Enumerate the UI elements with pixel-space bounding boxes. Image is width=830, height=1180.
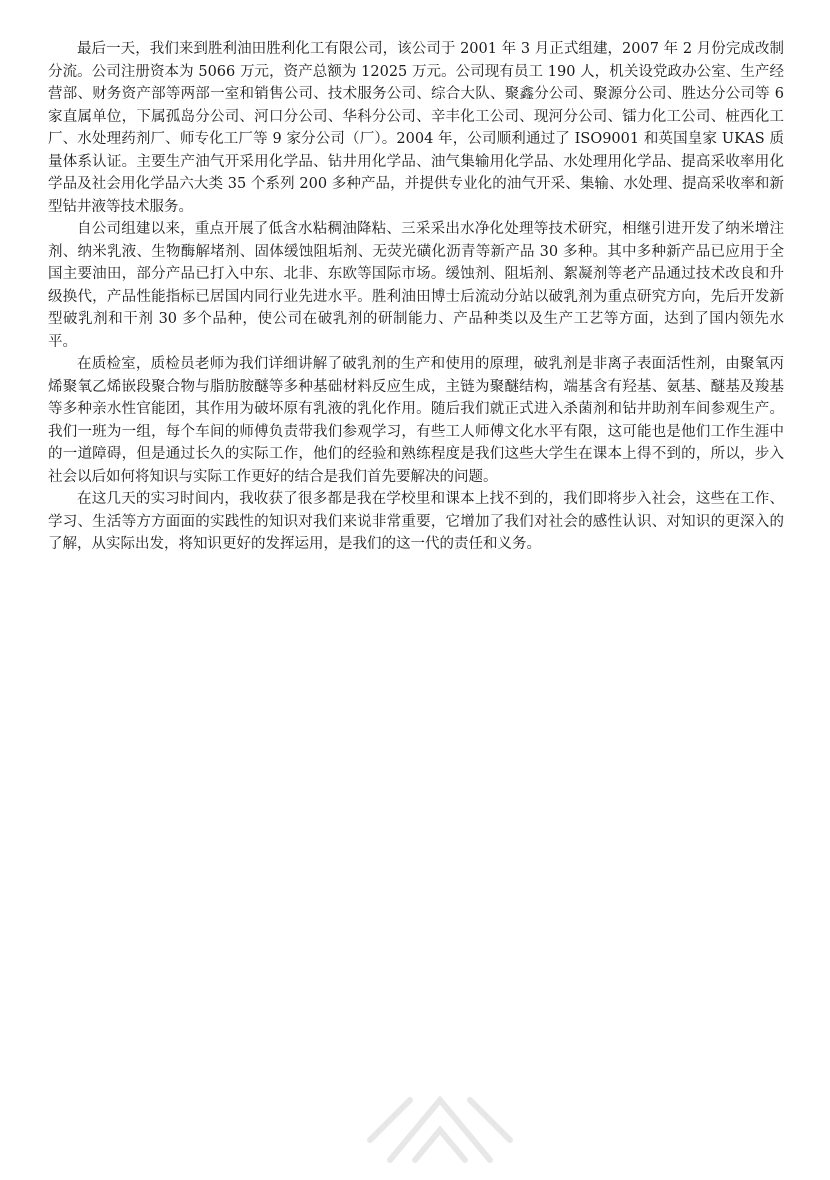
paragraph-internship-reflection: 在这几天的实习时间内，我收获了很多都是我在学校里和课本上找不到的，我们即将步入社会，这些在工作、学习、生活等方方面面的实践性的知识对我们来说非常重要，它增加了我们对社会的感性认识、对知识的更深入的了解，从实际出发，将知识更好的发挥运用，是我们的这一代的责任和义务。 xyxy=(48,491,784,552)
paragraph-company-overview: 最后一天，我们来到胜利油田胜利化工有限公司，该公司于 2001 年 3 月正式组建，2007 年 2 月份完成改制分流。公司注册资本为 5066 万元，资产总额为 12025 万元。公司现有员工 190 人，机关设党政办公室、生产经营部、财务资产部等两部一室和销售公司、技术服务公司、综合大队、聚鑫分公司、聚源分公司、胜达分公司等 6 家直属单位，下属孤岛分公司、河口分公司、华科分公司、辛丰化工公司、现河分公司、镭力化工公司、桩西化工厂、水处理药剂厂、师专化工厂等 9 家分公司（厂）。2004 年，公司顺利通过了 ISO9001 和英国皇家 UKAS 质量体系认证。主要生产油气开采用化学品、钻井用化学品、油气集输用化学品、水处理用化学品、提高采收率用化学品及社会用化学品六大类 35 个系列 200 多种产品，并提供专业化的油气开采、集输、水处理、提高采收率和新型钻井液等技术服务。 xyxy=(48,41,784,215)
paragraph-quality-inspection: 在质检室，质检员老师为我们详细讲解了破乳剂的生产和使用的原理，破乳剂是非离子表面活性剂，由聚氧丙烯聚氧乙烯嵌段聚合物与脂肪胺醚等多种基础材料反应生成，主链为聚醚结构，端基含有羟基、氨基、醚基及羧基等多种亲水性官能团，其作用为破坏原有乳液的乳化作用。随后我们就正式进入杀菌剂和钻井助剂车间参观生产。我们一班为一组，每个车间的师傅负责带我们参观学习，有些工人师傅文化水平有限，这可能也是他们工作生涯中的一道障碍，但是通过长久的实际工作，他们的经验和熟练程度是我们这些大学生在课本上得不到的，所以，步入社会以后如何将知识与实际工作更好的结合是我们首先要解决的问题。 xyxy=(48,356,784,485)
paragraph-research-products: 自公司组建以来，重点开展了低含水粘稠油降粘、三采采出水净化处理等技术研究，相继引进开发了纳米增注剂、纳米乳液、生物酶解堵剂、固体缓蚀阻垢剂、无荧光磺化沥青等新产品 30 多种。其中多种新产品已应用于全国主要油田，部分产品已打入中东、北非、东欧等国际市场。缓蚀剂、阻垢剂、絮凝剂等老产品通过技术改良和升级换代，产品性能指标已居国内同行业先进水平。胜利油田博士后流动分站以破乳剂为重点研究方向，先后开发新型破乳剂和干剂 30 多个品种，使公司在破乳剂的研制能力、产品种类以及生产工艺等方面，达到了国内领先水平。 xyxy=(48,221,784,350)
watermark-logo xyxy=(350,1070,530,1180)
document-body xyxy=(48,38,784,556)
